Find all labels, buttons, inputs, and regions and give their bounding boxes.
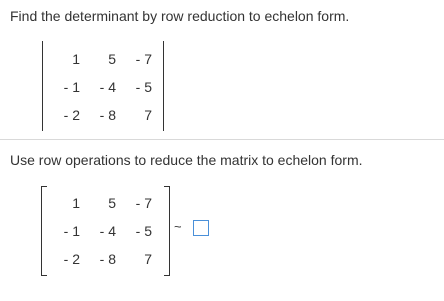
matrix-cell-r2-c3: - 5 [135,223,152,239]
matrix-cell-r2-c1: - 1 [63,223,80,239]
determinant-matrix [42,41,164,131]
question-prompt-determinant: Find the determinant by row reduction to echelon form. [10,8,350,24]
matrix-cell-r1-c2: 5 [108,195,116,211]
matrix-cell-r1-c1: 1 [72,195,80,211]
left-bracket [41,186,47,276]
matrix-cell-r3-c2: - 8 [99,251,116,267]
det-cell-r2-c3: - 5 [135,79,152,95]
det-cell-r2-c2: - 4 [99,79,116,95]
section-divider [0,139,444,140]
det-cell-r1-c1: 1 [72,51,80,67]
row-equivalence-symbol: ~ [174,219,182,234]
bracket-matrix [41,186,170,276]
matrix-cell-r3-c3: 7 [144,251,152,267]
right-bracket [164,186,170,276]
matrix-cell-r2-c2: - 4 [99,223,116,239]
determinant-left-bar [42,41,43,131]
det-cell-r1-c2: 5 [108,51,116,67]
question-prompt-row-operations: Use row operations to reduce the matrix to echelon form. [10,152,363,168]
determinant-right-bar [163,41,164,131]
det-cell-r2-c1: - 1 [63,79,80,95]
det-cell-r3-c3: 7 [144,107,152,123]
matrix-cell-r1-c3: - 7 [135,195,152,211]
det-cell-r3-c1: - 2 [63,107,80,123]
matrix-cell-r3-c1: - 2 [63,251,80,267]
answer-input-box[interactable] [193,220,209,236]
det-cell-r3-c2: - 8 [99,107,116,123]
det-cell-r1-c3: - 7 [135,51,152,67]
